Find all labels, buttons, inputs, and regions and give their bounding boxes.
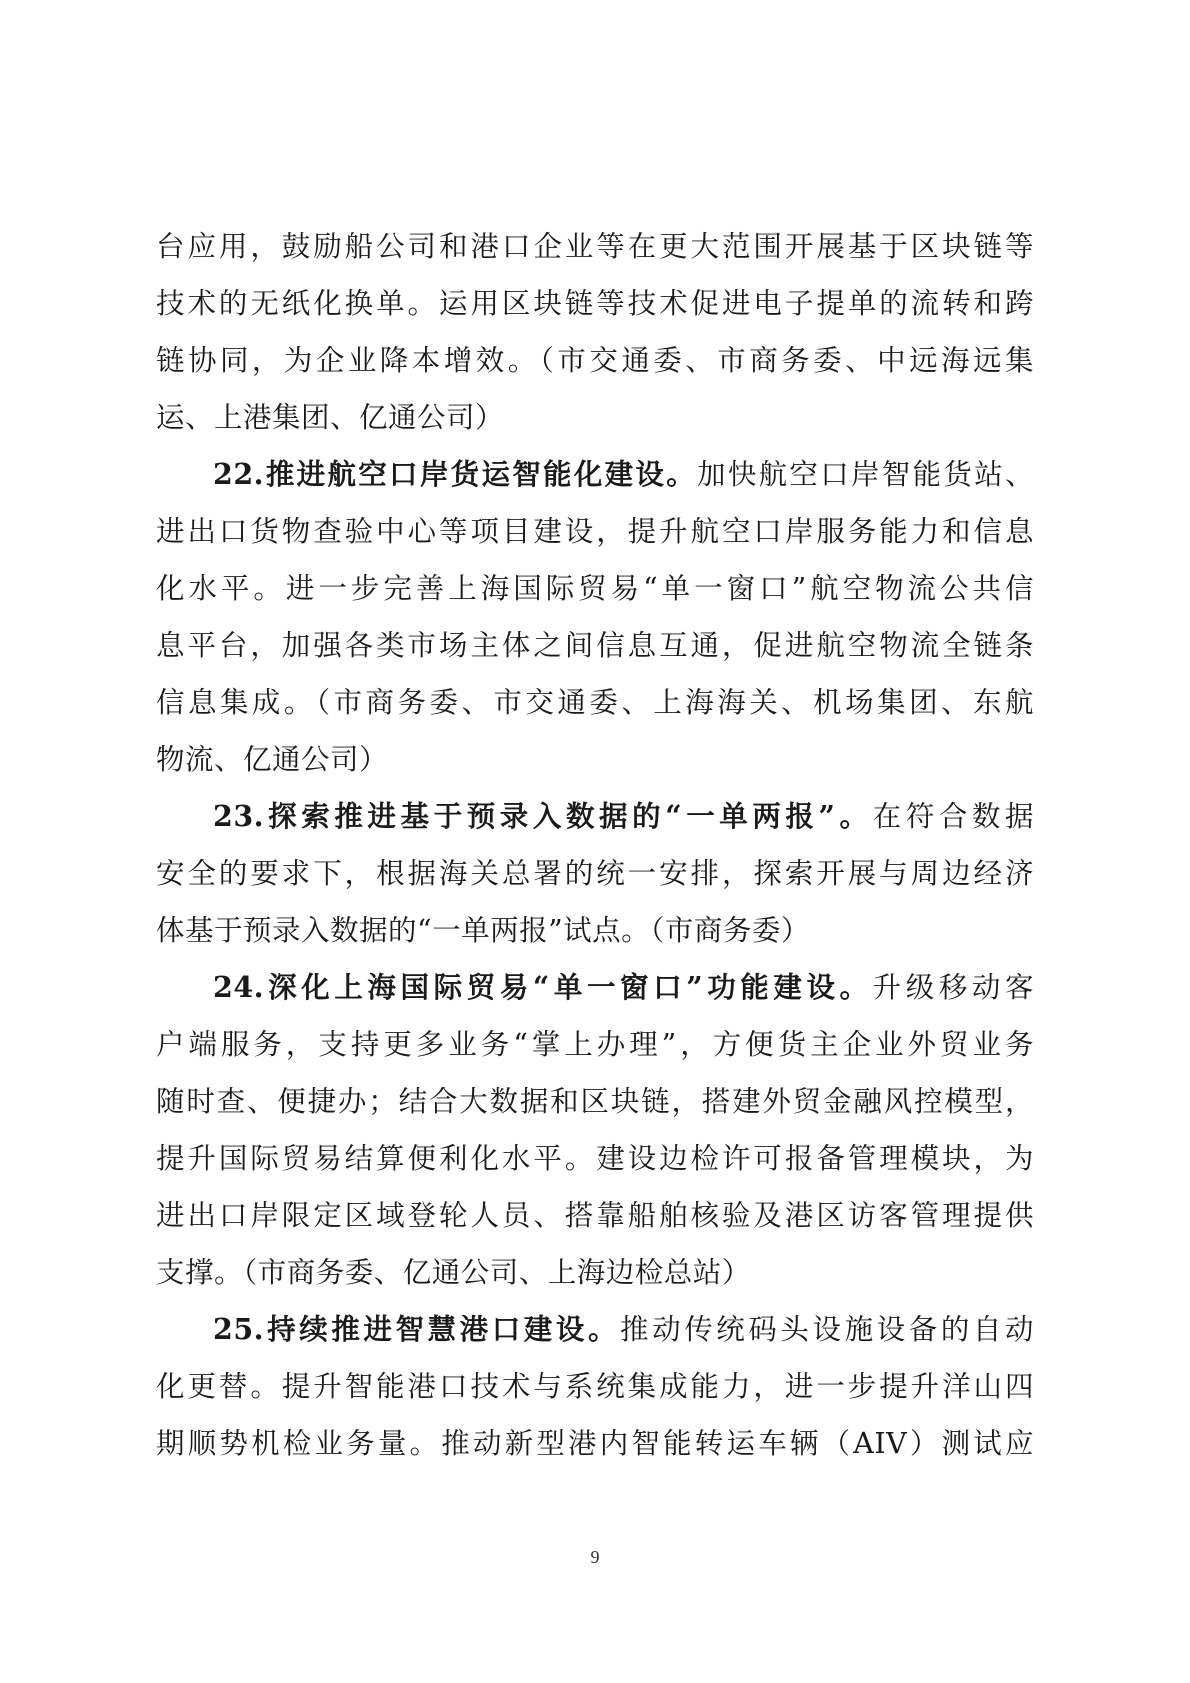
line-text: 物流、亿通公司） xyxy=(156,743,389,776)
text-line xyxy=(156,902,1034,959)
text-line xyxy=(156,617,1034,674)
section-heading: 22.推进航空口岸货运智能化建设。 xyxy=(213,457,698,491)
line-text: 升级移动客 xyxy=(872,971,1034,1004)
text-line xyxy=(156,1016,1034,1073)
text-line xyxy=(156,959,1034,1016)
line-text: 台应用，鼓励船公司和港口企业等在更大范围开展基于区块链等 xyxy=(156,230,1034,263)
page-number: 9 xyxy=(590,1547,600,1567)
section-heading: 24.深化上海国际贸易“单一窗口”功能建设。 xyxy=(213,970,873,1004)
text-line xyxy=(156,1244,1034,1301)
text-line xyxy=(156,1301,1034,1358)
text-line xyxy=(156,1415,1034,1472)
text-line xyxy=(156,275,1034,332)
line-text: 技术的无纸化换单。运用区块链等技术促进电子提单的流转和跨 xyxy=(156,287,1034,320)
text-line xyxy=(156,788,1034,845)
line-text: 进出口岸限定区域登轮人员、搭靠船舶核验及港区访客管理提供 xyxy=(156,1199,1034,1232)
line-text: 进出口货物查验中心等项目建设，提升航空口岸服务能力和信息 xyxy=(156,515,1034,548)
line-text: 化更替。提升智能港口技术与系统集成能力，进一步提升洋山四 xyxy=(156,1370,1034,1403)
line-text: 支撑。（市商务委、亿通公司、上海边检总站） xyxy=(156,1256,751,1289)
text-line xyxy=(156,503,1034,560)
section-heading: 23.探索推进基于预录入数据的“一单两报”。 xyxy=(213,799,873,833)
text-line xyxy=(156,731,1034,788)
line-text: 户端服务，支持更多业务“掌上办理”，方便货主企业外贸业务 xyxy=(156,1028,1034,1061)
line-text: 安全的要求下，根据海关总署的统一安排，探索开展与周边经济 xyxy=(156,857,1034,890)
text-line xyxy=(156,218,1034,275)
line-text: 推动传统码头设施设备的自动 xyxy=(620,1313,1034,1346)
section-heading: 25.持续推进智慧港口建设。 xyxy=(213,1312,621,1346)
text-line xyxy=(156,1130,1034,1187)
text-line xyxy=(156,332,1034,389)
line-text: 随时查、便捷办；结合大数据和区块链，搭建外贸金融风控模型， xyxy=(156,1085,1034,1118)
line-text: 体基于预录入数据的“一单两报”试点。（市商务委） xyxy=(156,914,810,947)
line-text: 期顺势机检业务量。推动新型港内智能转运车辆（AIV）测试应 xyxy=(156,1427,1034,1460)
text-line xyxy=(156,1187,1034,1244)
line-text: 链协同，为企业降本增效。（市交通委、市商务委、中远海远集 xyxy=(156,344,1034,377)
text-line xyxy=(156,389,1034,446)
line-text: 息平台，加强各类市场主体之间信息互通，促进航空物流全链条 xyxy=(156,629,1034,662)
document-body xyxy=(156,218,1034,1472)
text-line xyxy=(156,674,1034,731)
text-line xyxy=(156,845,1034,902)
line-text: 运、上港集团、亿通公司） xyxy=(156,401,505,434)
text-line xyxy=(156,446,1034,503)
line-text: 提升国际贸易结算便利化水平。建设边检许可报备管理模块，为 xyxy=(156,1142,1034,1175)
text-line xyxy=(156,1073,1034,1130)
line-text: 在符合数据 xyxy=(872,800,1034,833)
line-text: 信息集成。（市商务委、市交通委、上海海关、机场集团、东航 xyxy=(156,686,1034,719)
line-text: 化水平。进一步完善上海国际贸易“单一窗口”航空物流公共信 xyxy=(156,572,1034,605)
line-text: 加快航空口岸智能货站、 xyxy=(697,458,1034,491)
text-line xyxy=(156,1358,1034,1415)
text-line xyxy=(156,560,1034,617)
